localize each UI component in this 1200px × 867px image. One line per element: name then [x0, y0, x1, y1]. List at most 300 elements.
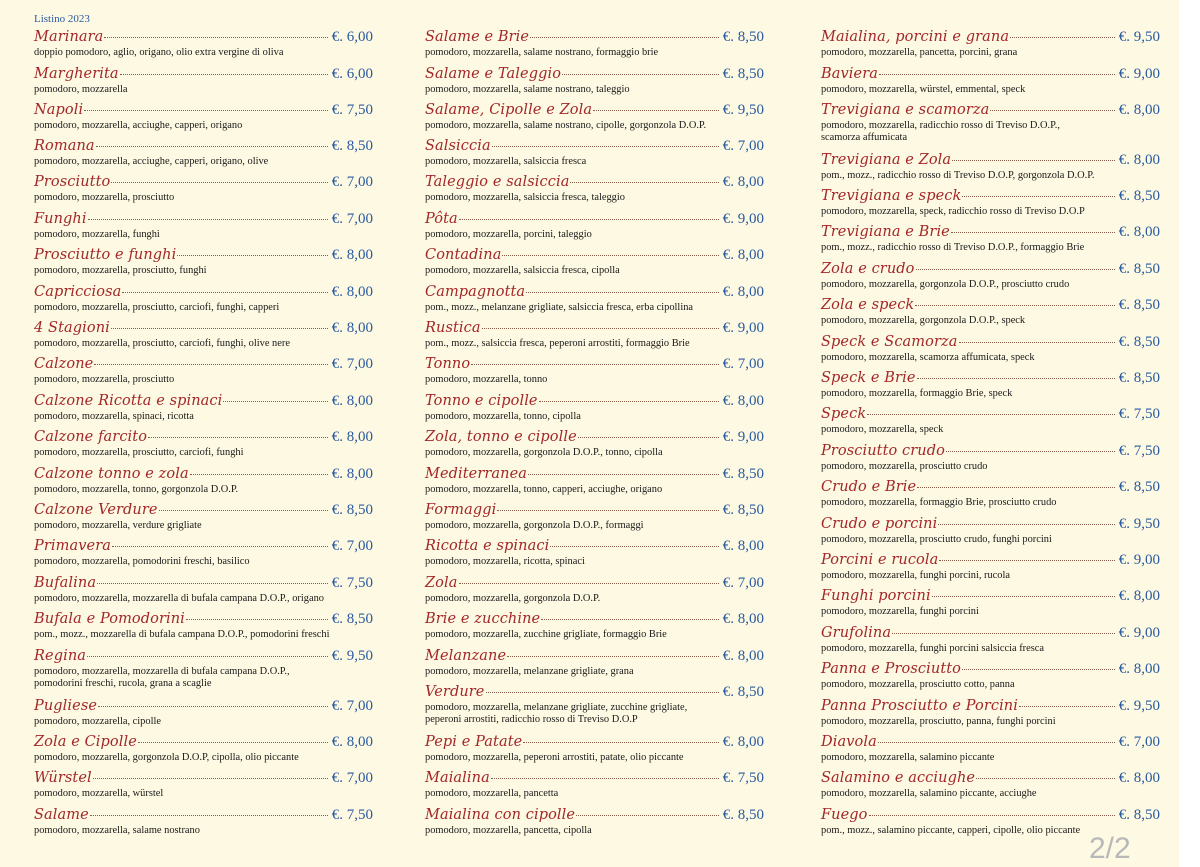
dot-leader	[938, 524, 1114, 525]
menu-item-row	[821, 334, 1160, 352]
menu-item	[425, 611, 764, 641]
dot-leader	[459, 583, 719, 584]
menu-item	[34, 284, 373, 314]
menu-item-ingredients: pomodoro, mozzarella, salamino piccante	[821, 752, 995, 763]
menu-item-row	[821, 734, 1160, 752]
menu-item-ingredients: pomodoro, mozzarella, spinaci, ricotta	[34, 411, 194, 422]
menu-item-name: Fuego	[821, 807, 868, 823]
menu-item	[425, 102, 764, 132]
menu-item-row	[821, 516, 1160, 534]
menu-item-ingredients: pomodoro, mozzarella, cipolle	[34, 716, 161, 727]
menu-item-price: €. 7,50	[722, 770, 764, 786]
menu-item-row	[821, 261, 1160, 279]
menu-item-ingredients: pomodoro, mozzarella, prosciutto	[34, 192, 175, 203]
menu-item	[34, 575, 373, 605]
menu-item	[425, 174, 764, 204]
menu-item-price: €. 8,50	[1118, 297, 1160, 313]
menu-item-price: €. 8,00	[1118, 224, 1160, 240]
menu-item-price: €. 8,00	[722, 734, 764, 750]
menu-item-ingredients: pomodoro, mozzarella, prosciutto crudo, funghi porcini	[821, 534, 1052, 545]
menu-item-price: €. 8,00	[331, 284, 373, 300]
menu-item-row	[425, 393, 764, 411]
page-edge	[1179, 0, 1200, 867]
dot-leader	[1019, 706, 1115, 707]
dot-leader	[98, 706, 328, 707]
menu-item-name: Speck	[821, 406, 867, 422]
menu-item-name: Speck e Scamorza	[821, 334, 958, 350]
menu-item-price: €. 8,50	[1118, 334, 1160, 350]
dot-leader	[526, 292, 719, 293]
menu-item-price: €. 8,50	[722, 807, 764, 823]
menu-item-name: Salame e Brie	[425, 29, 530, 45]
menu-item-ingredients: pomodoro, mozzarella, melanzane grigliate, grana	[425, 666, 634, 677]
menu-item-ingredients: pomodoro, mozzarella, würstel	[34, 788, 164, 799]
menu-item	[821, 188, 1160, 218]
dot-leader	[962, 196, 1114, 197]
menu-item-name: Pepi e Patate	[425, 734, 523, 750]
menu-item-row	[425, 734, 764, 752]
menu-item-price: €. 8,00	[1118, 770, 1160, 786]
menu-item-row	[425, 320, 764, 338]
menu-item	[34, 770, 373, 800]
menu-item-name: Ricotta e spinaci	[425, 538, 550, 554]
menu-item-price: €. 8,50	[722, 66, 764, 82]
dot-leader	[459, 219, 719, 220]
menu-item-name: Calzone Verdure	[34, 502, 158, 518]
menu-item-ingredients: pomodoro, mozzarella, peperoni arrostiti, patate, olio piccante	[425, 752, 684, 763]
menu-item	[425, 770, 764, 800]
menu-item-row	[34, 66, 373, 84]
menu-item	[821, 516, 1160, 546]
menu-item-ingredients: pomodoro, mozzarella, pancetta, cipolla	[425, 825, 592, 836]
menu-item-ingredients: pom., mozz., radicchio rosso di Treviso D.O.P., formaggio Brie	[821, 242, 1085, 253]
menu-item	[425, 320, 764, 350]
menu-item-ingredients: pomodoro, mozzarella, scamorza affumicata, speck	[821, 352, 1035, 363]
menu-item	[34, 138, 373, 168]
menu-item	[34, 247, 373, 277]
menu-item	[821, 588, 1160, 618]
menu-item-ingredients: pomodoro, mozzarella, prosciutto	[34, 374, 175, 385]
menu-item	[821, 698, 1160, 728]
dot-leader	[916, 269, 1115, 270]
menu-item-price: €. 8,00	[722, 393, 764, 409]
dot-leader	[1010, 37, 1115, 38]
menu-item-ingredients: pomodoro, mozzarella, porcini, taleggio	[425, 229, 592, 240]
menu-item-row	[425, 102, 764, 120]
menu-item-row	[821, 224, 1160, 242]
menu-item-name: Regina	[34, 648, 87, 664]
menu-item	[821, 479, 1160, 509]
menu-item-name: Calzone tonno e zola	[34, 466, 189, 482]
menu-item-row	[425, 648, 764, 666]
menu-item-price: €. 8,00	[722, 284, 764, 300]
menu-item-row	[34, 575, 373, 593]
menu-item-name: Baviera	[821, 66, 878, 82]
menu-item-ingredients: pomodoro, mozzarella, tonno	[425, 374, 548, 385]
menu-item-row	[34, 356, 373, 374]
menu-item-name: Panna Prosciutto e Porcini	[821, 698, 1018, 714]
menu-item-row	[821, 443, 1160, 461]
menu-item-name: Verdure	[425, 684, 485, 700]
menu-item-name: Prosciutto crudo	[821, 443, 945, 459]
menu-item-ingredients: pomodoro, mozzarella, gorgonzola D.O.P, cipolla, olio piccante	[34, 752, 299, 763]
menu-item-price: €. 7,00	[331, 698, 373, 714]
menu-item-price: €. 8,00	[722, 611, 764, 627]
dot-leader	[94, 364, 327, 365]
dot-leader	[93, 778, 328, 779]
menu-item-row	[425, 466, 764, 484]
dot-leader	[507, 656, 719, 657]
menu-item-ingredients: pomodoro, mozzarella, prosciutto, carciofi, funghi	[34, 447, 244, 458]
menu-item-ingredients: pomodoro, mozzarella, prosciutto cotto, panna	[821, 679, 1015, 690]
menu-item-ingredients: pomodoro, mozzarella, tonno, cipolla	[425, 411, 581, 422]
menu-item-name: Tonno	[425, 356, 471, 372]
dot-leader	[491, 778, 719, 779]
menu-item-price: €. 8,50	[722, 502, 764, 518]
menu-item-price: €. 7,00	[331, 211, 373, 227]
menu-item-row	[34, 734, 373, 752]
menu-item-name: Marinara	[34, 29, 104, 45]
dot-leader	[88, 219, 328, 220]
dot-leader	[932, 596, 1115, 597]
dot-leader	[530, 37, 719, 38]
menu-item-row	[821, 479, 1160, 497]
menu-item-name: Calzone	[34, 356, 94, 372]
menu-item-row	[821, 770, 1160, 788]
menu-item-ingredients: pomodoro, mozzarella, prosciutto, carciofi, funghi, capperi	[34, 302, 280, 313]
menu-item	[425, 575, 764, 605]
menu-item	[34, 734, 373, 764]
menu-item-row	[425, 211, 764, 229]
dot-leader	[502, 255, 718, 256]
menu-item-ingredients: pomodoro, mozzarella, acciughe, capperi, origano	[34, 120, 243, 131]
menu-item	[821, 224, 1160, 254]
menu-item-price: €. 9,50	[1118, 516, 1160, 532]
menu-item-ingredients: pomodoro, mozzarella, zucchine grigliate, formaggio Brie	[425, 629, 667, 640]
menu-item-price: €. 8,50	[1118, 188, 1160, 204]
dot-leader	[962, 669, 1115, 670]
menu-item-name: Tonno e cipolle	[425, 393, 538, 409]
menu-item-row	[821, 152, 1160, 170]
menu-item-row	[425, 807, 764, 825]
menu-item-name: Mediterranea	[425, 466, 528, 482]
menu-item-row	[34, 284, 373, 302]
menu-item-ingredients: pomodoro, mozzarella, gorgonzola D.O.P., prosciutto crudo	[821, 279, 1070, 290]
menu-item-ingredients: pomodoro, mozzarella, prosciutto, funghi	[34, 265, 207, 276]
menu-item-row	[34, 320, 373, 338]
menu-item-row	[34, 611, 373, 629]
menu-item-ingredients: pomodoro, mozzarella, radicchio rosso di Treviso D.O.P.,	[821, 120, 1060, 131]
menu-item-name: Salame e Taleggio	[425, 66, 562, 82]
menu-item-ingredients: pomodoro, mozzarella, salame nostrano, cipolle, gorgonzola D.O.P.	[425, 120, 707, 131]
menu-item-ingredients: pomodoro, mozzarella, formaggio Brie, prosciutto crudo	[821, 497, 1057, 508]
dot-leader	[562, 74, 719, 75]
menu-item-price: €. 8,50	[331, 138, 373, 154]
dot-leader	[97, 583, 328, 584]
menu-item-price: €. 8,00	[331, 734, 373, 750]
menu-item	[34, 102, 373, 132]
dot-leader	[497, 510, 718, 511]
menu-item-price: €. 8,00	[331, 466, 373, 482]
menu-item-price: €. 7,50	[331, 575, 373, 591]
menu-item-row	[821, 406, 1160, 424]
dot-leader	[593, 110, 719, 111]
menu-item	[425, 66, 764, 96]
menu-item-name: Crudo e porcini	[821, 516, 938, 532]
menu-item-price: €. 7,00	[331, 538, 373, 554]
menu-item-row	[425, 174, 764, 192]
menu-item-price: €. 8,50	[722, 466, 764, 482]
menu-item	[34, 648, 373, 689]
menu-item-price: €. 7,00	[331, 174, 373, 190]
menu-item-price: €. 8,00	[722, 648, 764, 664]
menu-item-name: Salame, Cipolle e Zola	[425, 102, 593, 118]
dot-leader	[951, 232, 1115, 233]
menu-item-ingredients: pom., mozz., radicchio rosso di Treviso D.O.P, gorgonzola D.O.P.	[821, 170, 1095, 181]
dot-leader	[869, 815, 1115, 816]
menu-item	[34, 611, 373, 641]
menu-item-ingredients: pomodoro, mozzarella, salame nostrano, taleggio	[425, 84, 630, 95]
menu-item-name: Rustica	[425, 320, 481, 336]
menu-item-price: €. 8,50	[722, 29, 764, 45]
menu-item	[425, 807, 764, 837]
menu-item-name: Maialina con cipolle	[425, 807, 576, 823]
dot-leader	[486, 692, 719, 693]
dot-leader	[482, 328, 719, 329]
menu-item-name: Trevigiana e speck	[821, 188, 962, 204]
menu-item-price: €. 7,00	[331, 356, 373, 372]
menu-item-ingredients: pomodoro, mozzarella, prosciutto, carciofi, funghi, olive nere	[34, 338, 290, 349]
menu-item-name: Campagnotta	[425, 284, 526, 300]
menu-item-name: Primavera	[34, 538, 111, 554]
menu-item-ingredients: pomodoro, mozzarella, salame nostrano, formaggio brie	[425, 47, 659, 58]
menu-item	[34, 174, 373, 204]
menu-item-price: €. 7,50	[331, 102, 373, 118]
menu-item-name: Prosciutto	[34, 174, 111, 190]
menu-item-name: Taleggio e salsiccia	[425, 174, 570, 190]
menu-item-price: €. 8,00	[722, 174, 764, 190]
dot-leader	[111, 182, 327, 183]
dot-leader	[917, 487, 1115, 488]
menu-item-ingredients: pomodoro, mozzarella, pomodorini freschi, basilico	[34, 556, 250, 567]
dot-leader	[528, 474, 719, 475]
menu-item-ingredients: pomodoro, mozzarella, speck	[821, 424, 944, 435]
dot-leader	[87, 656, 328, 657]
menu-item-price: €. 9,50	[331, 648, 373, 664]
menu-item-ingredients: pomodoro, mozzarella, pancetta, porcini, grana	[821, 47, 1018, 58]
menu-item-ingredients: pomodoro, mozzarella, mozzarella di bufala campana D.O.P., origano	[34, 593, 324, 604]
menu-item	[821, 625, 1160, 655]
menu-item-name: Napoli	[34, 102, 84, 118]
menu-item-name: Grufolina	[821, 625, 892, 641]
menu-item-ingredients: pom., mozz., salamino piccante, capperi, cipolle, olio piccante	[821, 825, 1081, 836]
dot-leader	[492, 146, 719, 147]
menu-item-name: Bufala e Pomodorini	[34, 611, 185, 627]
menu-item-row	[425, 502, 764, 520]
dot-leader	[177, 255, 327, 256]
menu-item-name: Calzone farcito	[34, 429, 148, 445]
menu-item-name: Maialina, porcini e grana	[821, 29, 1010, 45]
dot-leader	[892, 633, 1115, 634]
menu-item	[34, 502, 373, 532]
menu-item-price: €. 8,50	[1118, 807, 1160, 823]
menu-item-name: Calzone Ricotta e spinaci	[34, 393, 223, 409]
menu-item-row	[425, 770, 764, 788]
menu-item-row	[821, 807, 1160, 825]
menu-item	[34, 211, 373, 241]
menu-item-price: €. 8,50	[722, 684, 764, 700]
menu-item-row	[34, 466, 373, 484]
menu-item-name: Bufalina	[34, 575, 97, 591]
menu-item-price: €. 7,00	[722, 575, 764, 591]
menu-item	[821, 370, 1160, 400]
menu-item-row	[821, 29, 1160, 47]
menu-item	[425, 648, 764, 678]
menu-item-row	[34, 102, 373, 120]
menu-item-name: Salame	[34, 807, 89, 823]
menu-item	[821, 66, 1160, 96]
menu-item-ingredients: pom., mozz., mozzarella di bufala campana D.O.P., pomodorini freschi	[34, 629, 330, 640]
menu-item-row	[425, 575, 764, 593]
menu-item-row	[425, 29, 764, 47]
dot-leader	[111, 328, 328, 329]
menu-item-row	[34, 538, 373, 556]
menu-item-name: Melanzane	[425, 648, 507, 664]
menu-item-ingredients: pomodoro, mozzarella, gorgonzola D.O.P., speck	[821, 315, 1026, 326]
dot-leader	[915, 305, 1114, 306]
menu-item	[821, 297, 1160, 327]
menu-item	[425, 466, 764, 496]
menu-item-name: Romana	[34, 138, 95, 154]
menu-item-row	[34, 138, 373, 156]
menu-item	[425, 502, 764, 532]
menu-item-ingredients: scamorza affumicata	[821, 131, 908, 143]
dot-leader	[159, 510, 328, 511]
menu-item-name: Diavola	[821, 734, 877, 750]
menu-item-name: Crudo e Brie	[821, 479, 917, 495]
menu-item-ingredients: doppio pomodoro, aglio, origano, olio extra vergine di oliva	[34, 47, 284, 58]
menu-item-name: Prosciutto e funghi	[34, 247, 177, 263]
menu-item	[34, 807, 373, 837]
menu-item-price: €. 7,50	[1118, 406, 1160, 422]
menu-item-row	[821, 698, 1160, 716]
menu-item-row	[34, 247, 373, 265]
menu-item-name: Funghi	[34, 211, 87, 227]
menu-item-row	[821, 588, 1160, 606]
menu-item	[34, 698, 373, 728]
menu-item-name: Zola e Cipolle	[34, 734, 137, 750]
dot-leader	[122, 292, 327, 293]
menu-item-price: €. 9,50	[1118, 698, 1160, 714]
menu-item-price: €. 8,50	[1118, 261, 1160, 277]
menu-item	[425, 429, 764, 459]
dot-leader	[917, 378, 1115, 379]
menu-item-price: €. 7,50	[331, 807, 373, 823]
menu-item-ingredients: pomodoro, mozzarella, pancetta	[425, 788, 559, 799]
menu-item-ingredients: pomodoro, mozzarella, verdure grigliate	[34, 520, 202, 531]
menu-item	[821, 261, 1160, 291]
menu-item-row	[821, 552, 1160, 570]
menu-item-name: Würstel	[34, 770, 92, 786]
dot-leader	[550, 546, 718, 547]
menu-item-row	[821, 297, 1160, 315]
menu-item-ingredients: pomodoro, mozzarella, funghi	[34, 229, 160, 240]
menu-item	[821, 152, 1160, 182]
menu-item-ingredients: pomodoro, mozzarella, melanzane grigliate, zucchine grigliate,	[425, 702, 688, 713]
menu-item-ingredients: pomodoro, mozzarella	[34, 84, 128, 95]
menu-item-ingredients: pomodoro, mozzarella, gorgonzola D.O.P., tonno, cipolla	[425, 447, 663, 458]
menu-item-price: €. 8,00	[722, 247, 764, 263]
menu-item-ingredients: pomodoro, mozzarella, acciughe, capperi, origano, olive	[34, 156, 269, 167]
menu-item-ingredients: pomodoro, mozzarella, prosciutto crudo	[821, 461, 988, 472]
dot-leader	[523, 742, 718, 743]
menu-item-price: €. 7,00	[331, 770, 373, 786]
menu-item-price: €. 8,00	[331, 320, 373, 336]
menu-item-price: €. 8,50	[1118, 370, 1160, 386]
dot-leader	[186, 619, 328, 620]
menu-item-row	[425, 356, 764, 374]
menu-item	[821, 406, 1160, 436]
dot-leader	[541, 619, 719, 620]
menu-item-ingredients: pomodoro, mozzarella, tonno, capperi, acciughe, origano	[425, 484, 663, 495]
dot-leader	[190, 474, 328, 475]
menu-item-ingredients: pomodoro, mozzarella, funghi porcini salsiccia fresca	[821, 643, 1045, 654]
menu-item-ingredients: pomodoro, mozzarella, gorgonzola D.O.P.	[425, 593, 601, 604]
menu-item-price: €. 6,00	[331, 29, 373, 45]
dot-leader	[576, 815, 719, 816]
dot-leader	[84, 110, 328, 111]
menu-item-row	[425, 684, 764, 702]
menu-item-row	[425, 138, 764, 156]
menu-item-price: €. 7,50	[1118, 443, 1160, 459]
menu-item	[425, 247, 764, 277]
menu-item-row	[34, 698, 373, 716]
dot-leader	[946, 451, 1115, 452]
menu-item-row	[34, 29, 373, 47]
menu-item	[821, 443, 1160, 473]
menu-item	[34, 393, 373, 423]
menu-item-price: €. 9,00	[722, 211, 764, 227]
menu-item-price: €. 8,00	[331, 247, 373, 263]
menu-item-price: €. 8,00	[722, 538, 764, 554]
dot-leader	[120, 74, 328, 75]
menu-item-row	[821, 66, 1160, 84]
menu-item	[34, 538, 373, 568]
menu-item-ingredients: pomodoro, mozzarella, salsiccia fresca, cipolla	[425, 265, 620, 276]
menu-item	[34, 66, 373, 96]
menu-item-price: €. 8,00	[1118, 102, 1160, 118]
menu-item-name: Pôta	[425, 211, 458, 227]
menu-item-price: €. 8,50	[331, 502, 373, 518]
menu-item	[34, 466, 373, 496]
menu-item-name: Margherita	[34, 66, 119, 82]
menu-item-ingredients: pom., mozz., melanzane grigliate, salsiccia fresca, erba cipollina	[425, 302, 694, 313]
menu-item-ingredients: pomodoro, mozzarella, salsiccia fresca	[425, 156, 587, 167]
menu-item-name: Salamino e acciughe	[821, 770, 976, 786]
menu-item-row	[821, 661, 1160, 679]
menu-item-name: Zola, tonno e cipolle	[425, 429, 577, 445]
menu-item-name: Brie e zucchine	[425, 611, 541, 627]
menu-item	[425, 29, 764, 59]
menu-item-row	[821, 188, 1160, 206]
menu-item-price: €. 8,00	[1118, 661, 1160, 677]
menu-item-price: €. 7,00	[722, 356, 764, 372]
menu-item-price: €. 9,00	[1118, 625, 1160, 641]
menu-item-price: €. 9,00	[1118, 66, 1160, 82]
menu-item	[425, 284, 764, 314]
dot-leader	[223, 401, 327, 402]
menu-item	[34, 320, 373, 350]
